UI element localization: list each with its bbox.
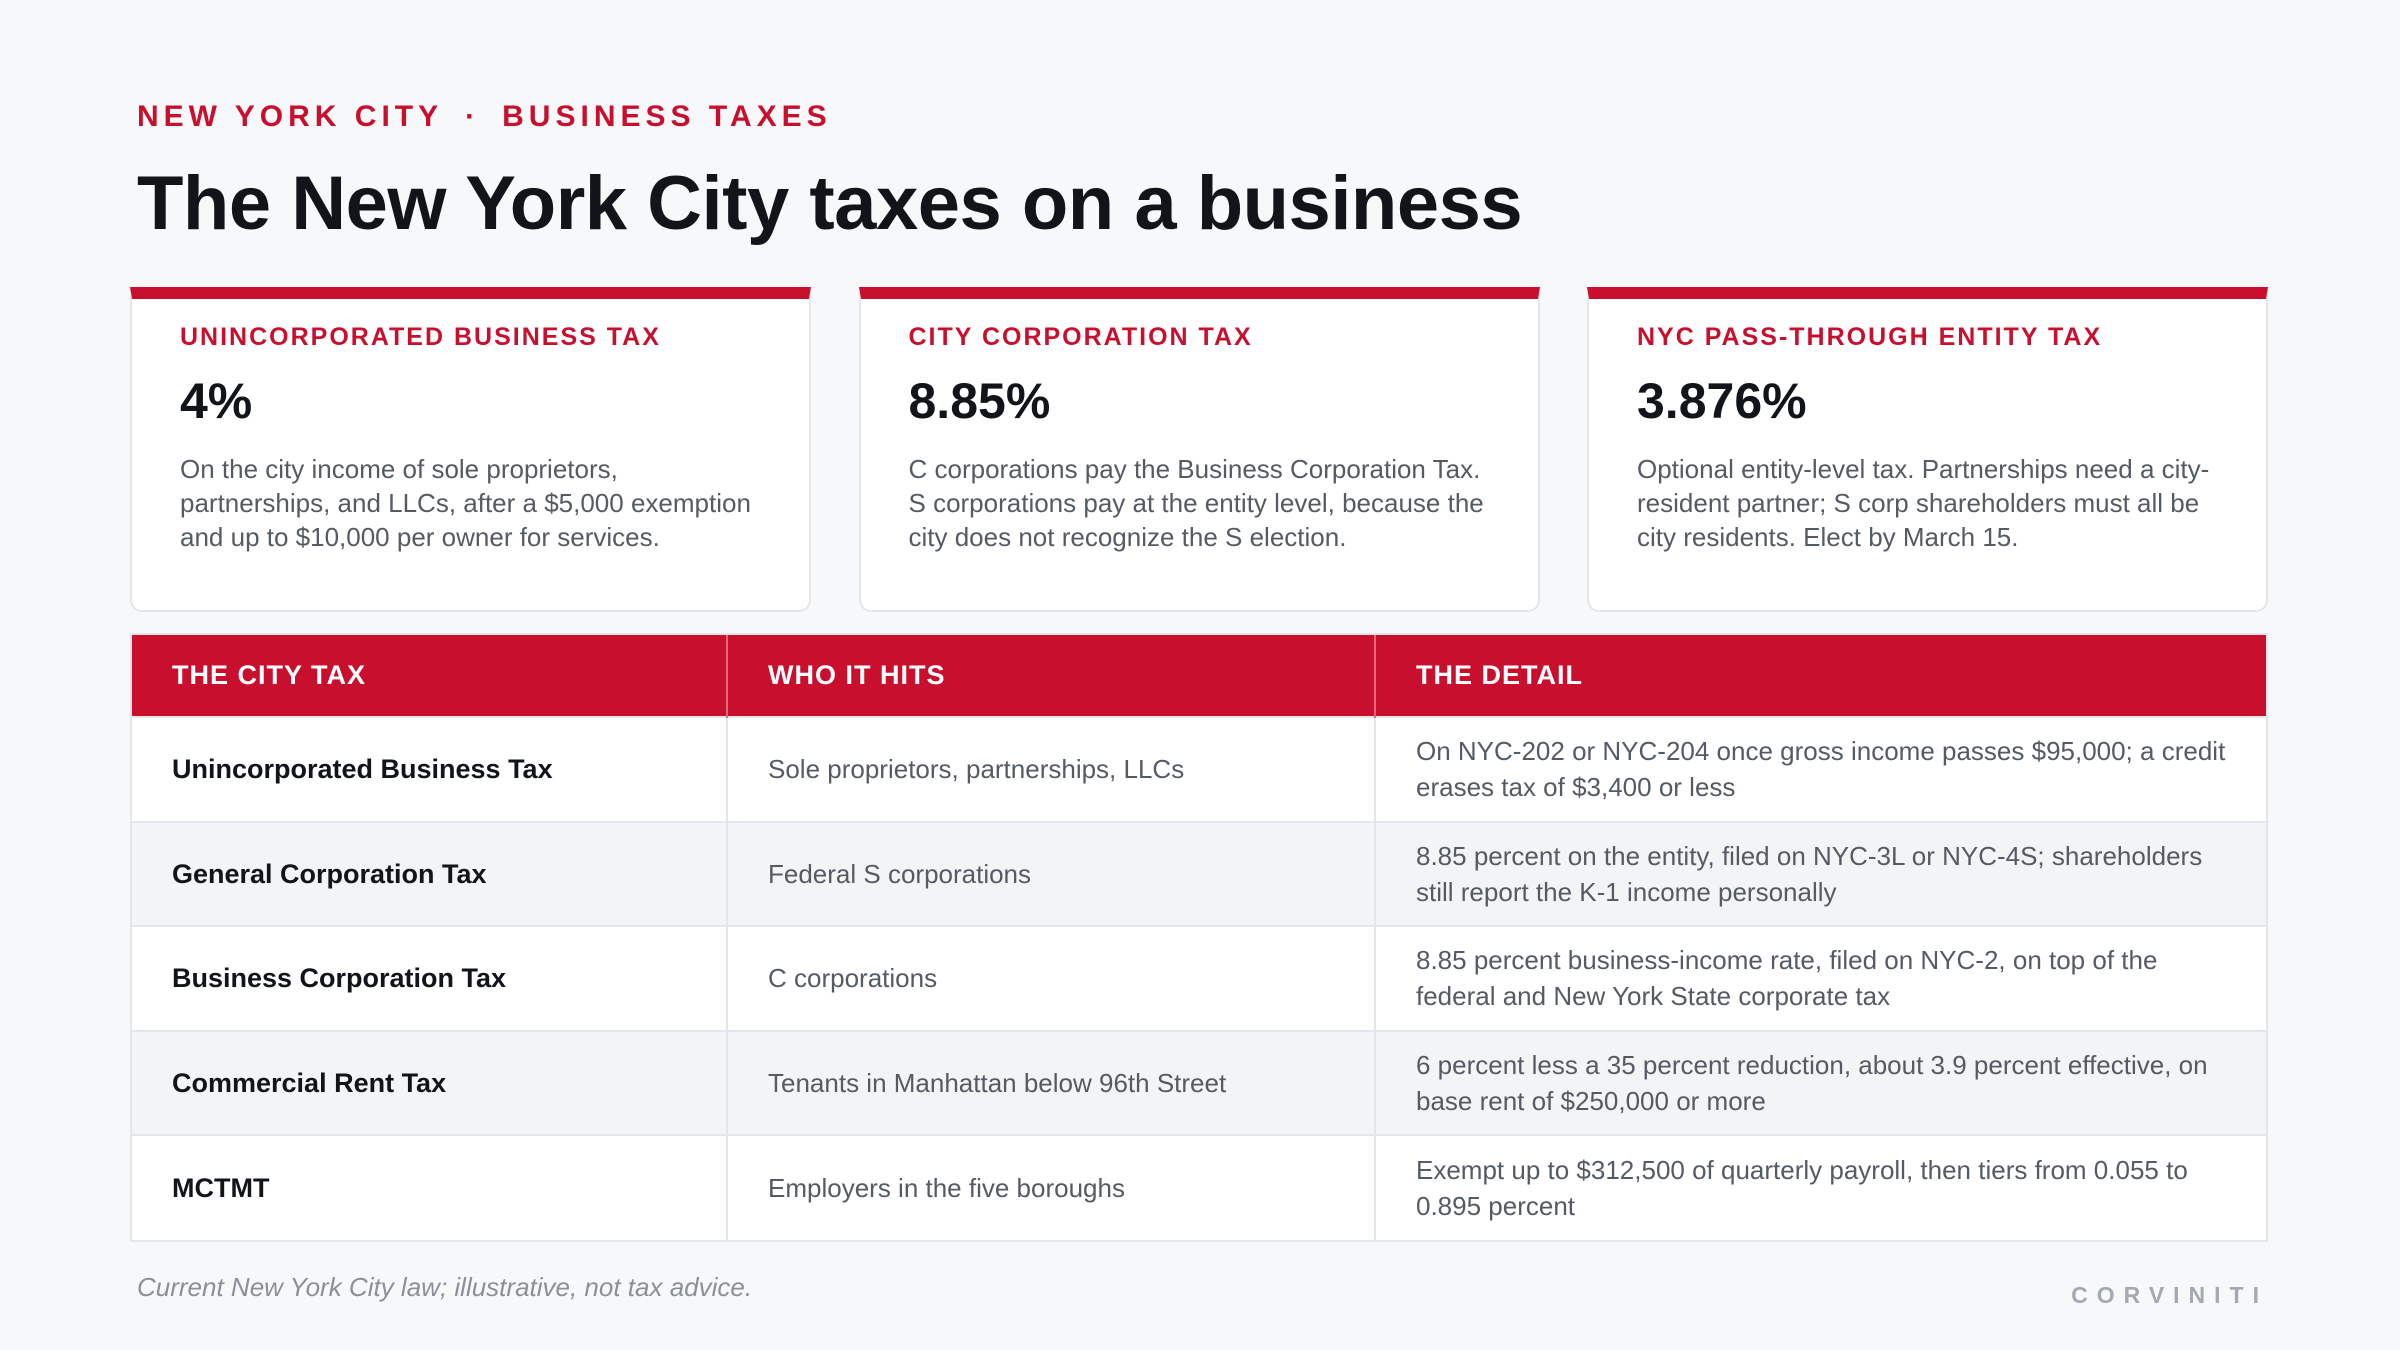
card-rate: 8.85% [908, 373, 1051, 429]
table-row [132, 1135, 2266, 1240]
brand-wordmark: CORVINITI [2071, 1282, 2268, 1308]
tax-who: Tenants in Manhattan below 96th Street [727, 1031, 1375, 1136]
tax-name: Commercial Rent Tax [132, 1031, 727, 1136]
column-header-who-it-hits: WHO IT HITS [727, 635, 1375, 717]
tax-rate-cards [130, 287, 2268, 612]
card-label: NYC PASS-THROUGH ENTITY TAX [1637, 323, 2103, 351]
column-header-detail: THE DETAIL [1416, 660, 1583, 690]
card-city-corporation-tax [859, 287, 1540, 612]
tax-who: Federal S corporations [727, 822, 1375, 927]
eyebrow [137, 100, 832, 134]
tax-detail: On NYC-202 or NYC-204 once gross income passes $95,000; a credit erases tax of $3,400 or less [1375, 717, 2266, 822]
eyebrow-separator: · [465, 100, 481, 133]
page-title: The New York City taxes on a business [137, 161, 1523, 246]
tax-name: MCTMT [132, 1135, 727, 1240]
eyebrow-location: NEW YORK CITY [137, 100, 444, 133]
tax-detail: 6 percent less a 35 percent reduction, about 3.9 percent effective, on base rent of $250,000 or more [1375, 1031, 2266, 1136]
tax-who: C corporations [727, 926, 1375, 1031]
card-label: CITY CORPORATION TAX [908, 323, 1253, 351]
table-header-row [132, 635, 2266, 717]
card-nyc-pass-through-entity-tax [1587, 287, 2268, 612]
tax-who: Employers in the five boroughs [727, 1135, 1375, 1240]
table-row [132, 1031, 2266, 1136]
card-unincorporated-business-tax [130, 287, 811, 612]
card-description: C corporations pay the Business Corporation Tax. S corporations pay at the entity level, because the city does not recognize the S election. [908, 454, 1484, 552]
city-tax-table [130, 633, 2268, 1242]
table-row [132, 926, 2266, 1031]
tax-detail: 8.85 percent on the entity, filed on NYC-3L or NYC-4S; shareholders still report the K-1 income personally [1375, 822, 2266, 927]
table-row [132, 717, 2266, 822]
tax-name: Unincorporated Business Tax [132, 717, 727, 822]
footnote: Current New York City law; illustrative, not tax advice. [137, 1272, 753, 1302]
card-description: On the city income of sole proprietors, partnerships, and LLCs, after a $5,000 exemption and up to $10,000 per owner for services. [180, 454, 751, 552]
card-description: Optional entity-level tax. Partnerships need a city-resident partner; S corp shareholders must all be city residents. Elect by March 15. [1637, 454, 2210, 552]
tax-detail: Exempt up to $312,500 of quarterly payroll, then tiers from 0.055 to 0.895 percent [1375, 1135, 2266, 1240]
tax-detail: 8.85 percent business-income rate, filed on NYC-2, on top of the federal and New York State corporate tax [1375, 926, 2266, 1031]
tax-name: Business Corporation Tax [132, 926, 727, 1031]
tax-name: General Corporation Tax [132, 822, 727, 927]
tax-who: Sole proprietors, partnerships, LLCs [727, 717, 1375, 822]
column-header-city-tax: THE CITY TAX [132, 635, 727, 717]
card-label: UNINCORPORATED BUSINESS TAX [180, 323, 661, 351]
card-rate: 4% [180, 373, 253, 429]
card-rate: 3.876% [1637, 373, 1807, 429]
eyebrow-topic: BUSINESS TAXES [502, 100, 832, 133]
table-row [132, 822, 2266, 927]
